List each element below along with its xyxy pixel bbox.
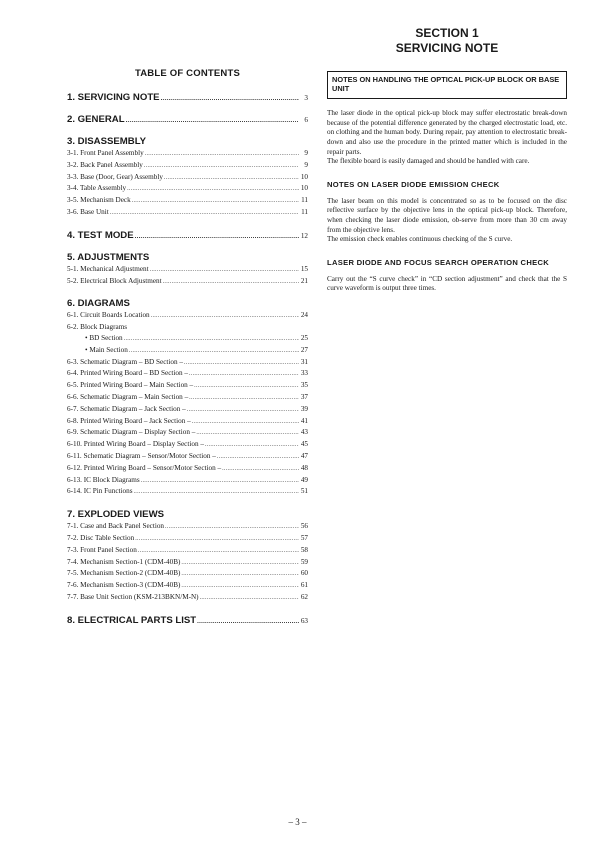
toc-page-number: 10 <box>300 172 308 181</box>
toc-leader-dots <box>222 463 299 475</box>
section-name: SERVICING NOTE <box>395 41 499 55</box>
toc-entry[interactable] <box>67 392 308 404</box>
toc-page-number: 10 <box>300 184 308 193</box>
emission-check-heading: NOTES ON LASER DIODE EMISSION CHECK <box>327 180 500 190</box>
toc-section <box>67 298 308 498</box>
toc-entry[interactable] <box>67 463 308 475</box>
toc-entry[interactable] <box>67 568 308 580</box>
toc-entry[interactable] <box>67 195 308 207</box>
toc-entry-label: 6-8. Printed Wiring Board – Jack Section – <box>67 416 191 425</box>
toc-page-number: 24 <box>300 311 308 320</box>
toc-page-number: 63 <box>300 616 308 625</box>
toc-page-number: 39 <box>300 404 308 413</box>
toc-page-number: 33 <box>300 369 308 378</box>
toc-leader-dots <box>132 195 299 207</box>
toc-page-number: 21 <box>300 276 308 285</box>
toc-entry[interactable] <box>67 368 308 380</box>
toc-entry-label: 6-11. Schematic Diagram – Sensor/Motor Section – <box>67 451 216 460</box>
toc-page-number: 31 <box>300 357 308 366</box>
toc-leader-dots <box>187 404 299 416</box>
toc-page-number: 3 <box>304 94 308 102</box>
focus-search-heading: LASER DIODE AND FOCUS SEARCH OPERATION CHECK <box>327 258 550 268</box>
toc-section-title: 6. DIAGRAMS <box>67 298 130 310</box>
toc-entry-label: 7-5. Mechanism Section-2 (CDM-40B) <box>67 569 181 578</box>
toc-page-number: 11 <box>301 207 308 216</box>
toc-page-number: 56 <box>300 522 308 531</box>
toc-entry[interactable] <box>67 345 308 357</box>
toc-leader-dots <box>194 380 299 392</box>
toc-page-number: 48 <box>300 463 308 472</box>
toc-page-number: 60 <box>300 569 308 578</box>
toc-leader-dots <box>196 427 299 439</box>
toc-page-number: 47 <box>300 451 308 460</box>
toc-page-number: 15 <box>300 264 308 273</box>
toc-leader-dots <box>217 451 299 463</box>
toc-page-number: 12 <box>300 231 308 240</box>
section-number: SECTION 1 <box>415 26 479 40</box>
toc-section-title: 5. ADJUSTMENTS <box>67 251 150 263</box>
toc-leader-dots <box>141 475 299 487</box>
toc-entry[interactable] <box>67 592 308 604</box>
table-of-contents <box>67 68 308 637</box>
toc-section-heading[interactable] <box>67 509 308 520</box>
toc-entry-label: 7-1. Case and Back Panel Section <box>67 522 165 531</box>
toc-entry-label: 6-9. Schematic Diagram – Display Section – <box>67 428 196 437</box>
toc-page-number: 62 <box>300 592 308 601</box>
toc-entry-label: • BD Section <box>85 333 123 342</box>
toc-entry-label: 6-13. IC Block Diagrams <box>67 475 140 484</box>
toc-entry-label: • Main Section <box>85 345 128 354</box>
toc-entry-label: 7-7. Base Unit Section (KSM-213BKN/M-N) <box>67 592 199 601</box>
toc-leader-dots <box>197 615 299 626</box>
toc-section-heading[interactable] <box>67 615 308 626</box>
toc-leader-dots <box>124 333 299 345</box>
notice-paragraph-flexible-board: The flexible board is easily damaged and should be handled with care. <box>327 157 530 166</box>
toc-section-heading[interactable] <box>67 252 308 263</box>
toc-entry[interactable] <box>67 264 308 276</box>
toc-page-number: 27 <box>300 345 308 354</box>
toc-leader-dots <box>189 368 299 380</box>
toc-entry[interactable] <box>67 333 308 345</box>
toc-page-number: 11 <box>301 196 308 205</box>
toc-section-heading[interactable] <box>67 136 308 147</box>
toc-section <box>67 114 308 125</box>
toc-page-number: 58 <box>300 545 308 554</box>
toc-entry-label: 6-14. IC Pin Functions <box>67 487 133 496</box>
toc-entry[interactable] <box>67 207 308 219</box>
toc-leader-dots <box>164 172 299 184</box>
toc-entry-label: 7-6. Mechanism Section-3 (CDM-40B) <box>67 581 181 590</box>
toc-entry[interactable] <box>67 439 308 451</box>
toc-entry[interactable] <box>67 172 308 184</box>
toc-section-heading[interactable] <box>67 230 308 241</box>
toc-entry[interactable] <box>67 357 308 369</box>
toc-entry-label: 6-7. Schematic Diagram – Jack Section – <box>67 404 186 413</box>
toc-leader-dots <box>135 230 299 241</box>
toc-page-number: 35 <box>300 381 308 390</box>
toc-entry-label: 6-1. Circuit Boards Location <box>67 311 150 320</box>
toc-entry-label: 6-10. Printed Wiring Board – Display Section – <box>67 440 204 449</box>
toc-section-heading[interactable] <box>67 298 308 309</box>
notice-box-heading: NOTES ON HANDLING THE OPTICAL PICK-UP BLOCK OR BASE UNIT <box>327 71 567 99</box>
toc-section <box>67 92 308 103</box>
toc-section <box>67 615 308 626</box>
toc-section <box>67 136 308 219</box>
toc-entry[interactable] <box>67 380 308 392</box>
servicing-note-column <box>327 26 567 294</box>
toc-entry-label: 7-2. Disc Table Section <box>67 533 135 542</box>
toc-entry-label: 6-12. Printed Wiring Board – Sensor/Motor Section – <box>67 463 222 472</box>
toc-entry-label: 3-2. Back Panel Assembly <box>67 160 143 169</box>
section-title <box>327 26 567 56</box>
toc-page-number: 59 <box>300 557 308 566</box>
toc-entry[interactable] <box>67 404 308 416</box>
toc-page-number: 9 <box>304 160 308 169</box>
notice-paragraph: The laser diode in the optical pick-up block may suffer electrostatic break-down because of the potential difference generated by the charged electrostatic load, etc. on clothing and the human body. During repair, pay attention to electrostatic break-down and also use the procedure in the printed matter which is included in the repair parts. <box>327 108 567 156</box>
toc-section-title: 3. DISASSEMBLY <box>67 136 147 147</box>
toc-entry[interactable] <box>67 580 308 592</box>
toc-entry-label: 5-1. Mechanical Adjustment <box>67 264 149 273</box>
toc-entry-label: 3-5. Mechanism Deck <box>67 196 131 205</box>
toc-leader-dots <box>135 533 299 545</box>
toc-page-number: 49 <box>300 475 308 484</box>
toc-leader-dots <box>126 114 299 125</box>
toc-leader-dots <box>205 439 299 451</box>
toc-section-title: 4. TEST MODE <box>67 229 134 241</box>
toc-leader-dots <box>145 148 299 160</box>
page-number: – 3 – <box>288 817 307 827</box>
toc-section-title: 1. SERVICING NOTE <box>67 92 160 103</box>
toc-page-number: 25 <box>300 333 308 342</box>
toc-entry-label: 3-4. Table Assembly <box>67 184 127 193</box>
toc-entry-label: 3-3. Base (Door, Gear) Assembly <box>67 172 163 181</box>
toc-page-number: 45 <box>300 440 308 449</box>
toc-entry[interactable] <box>67 148 308 160</box>
toc-page-number: 6 <box>304 116 308 124</box>
toc-entry-label: 3-6. Base Unit <box>67 207 109 216</box>
toc-entry-label: 6-2. Block Diagrams <box>67 323 128 332</box>
toc-leader-dots <box>200 592 299 604</box>
toc-leader-dots <box>181 557 299 569</box>
toc-leader-dots <box>181 568 299 580</box>
toc-section <box>67 230 308 241</box>
emission-check-paragraph-s-curve: The emission check enables continuous checking of the S curve. <box>327 235 513 244</box>
toc-entry[interactable] <box>67 416 308 428</box>
toc-leader-dots <box>184 357 299 369</box>
toc-entry[interactable] <box>67 322 308 333</box>
toc-leader-dots <box>165 521 299 533</box>
emission-check-paragraph: The laser beam on this model is concentrated so as to be focused on the disc reflective surface by the objective lens in the optical pick-up block. Therefore, when checking the laser diode emission, ob-serve from more than 30 cm away from the objective lens. <box>327 196 567 234</box>
toc-section <box>67 252 308 288</box>
toc-leader-dots <box>163 276 299 288</box>
toc-entry[interactable] <box>67 160 308 172</box>
toc-entry-label: 6-6. Schematic Diagram – Main Section – <box>67 392 189 401</box>
toc-leader-dots <box>134 486 300 498</box>
focus-search-paragraph: Carry out the “S curve check” in “CD section adjustment” and check that the S curve waveform is output three times. <box>327 274 567 293</box>
toc-page-number: 9 <box>304 149 308 157</box>
toc-entry[interactable] <box>67 427 308 439</box>
toc-entry[interactable] <box>67 310 308 322</box>
toc-section-heading[interactable] <box>67 92 308 103</box>
toc-title: TABLE OF CONTENTS <box>134 68 241 79</box>
toc-page-number: 37 <box>300 392 308 401</box>
toc-section-title: 7. EXPLODED VIEWS <box>67 509 165 521</box>
toc-entry[interactable] <box>67 475 308 487</box>
toc-page-number: 51 <box>300 487 308 496</box>
toc-leader-dots <box>144 160 299 172</box>
toc-leader-dots <box>161 92 299 103</box>
toc-page-number: 41 <box>300 416 308 425</box>
toc-leader-dots <box>138 545 299 557</box>
toc-entry[interactable] <box>67 533 308 545</box>
toc-leader-dots <box>181 580 299 592</box>
toc-entry[interactable] <box>67 486 308 498</box>
toc-page-number: 61 <box>300 581 308 590</box>
toc-page-number: 43 <box>300 428 308 437</box>
toc-section-title: 8. ELECTRICAL PARTS LIST <box>67 614 197 626</box>
toc-entry-label: 3-1. Front Panel Assembly <box>67 149 144 157</box>
toc-leader-dots <box>110 207 299 219</box>
toc-entry-label: 6-3. Schematic Diagram – BD Section – <box>67 357 183 366</box>
toc-leader-dots <box>129 345 299 357</box>
toc-leader-dots <box>192 416 299 428</box>
toc-section-heading[interactable] <box>67 114 308 125</box>
toc-section-title: 2. GENERAL <box>67 114 125 125</box>
toc-section <box>67 509 308 604</box>
toc-entry-label: 6-4. Printed Wiring Board – BD Section – <box>67 369 188 378</box>
toc-entry[interactable] <box>67 451 308 463</box>
toc-entry-label: 7-4. Mechanism Section-1 (CDM-40B) <box>67 557 181 566</box>
toc-entry[interactable] <box>67 521 308 533</box>
toc-entry[interactable] <box>67 276 308 288</box>
toc-leader-dots <box>150 264 299 276</box>
toc-entry-label: 7-3. Front Panel Section <box>67 545 137 554</box>
toc-entry[interactable] <box>67 557 308 569</box>
toc-leader-dots <box>127 183 299 195</box>
toc-entry-label: 5-2. Electrical Block Adjustment <box>67 276 162 285</box>
toc-entry[interactable] <box>67 183 308 195</box>
toc-entry-label: 6-5. Printed Wiring Board – Main Section – <box>67 381 194 390</box>
toc-sections <box>67 92 308 626</box>
toc-page-number: 57 <box>300 533 308 542</box>
toc-entry[interactable] <box>67 545 308 557</box>
toc-leader-dots <box>189 392 299 404</box>
toc-leader-dots <box>151 310 299 322</box>
